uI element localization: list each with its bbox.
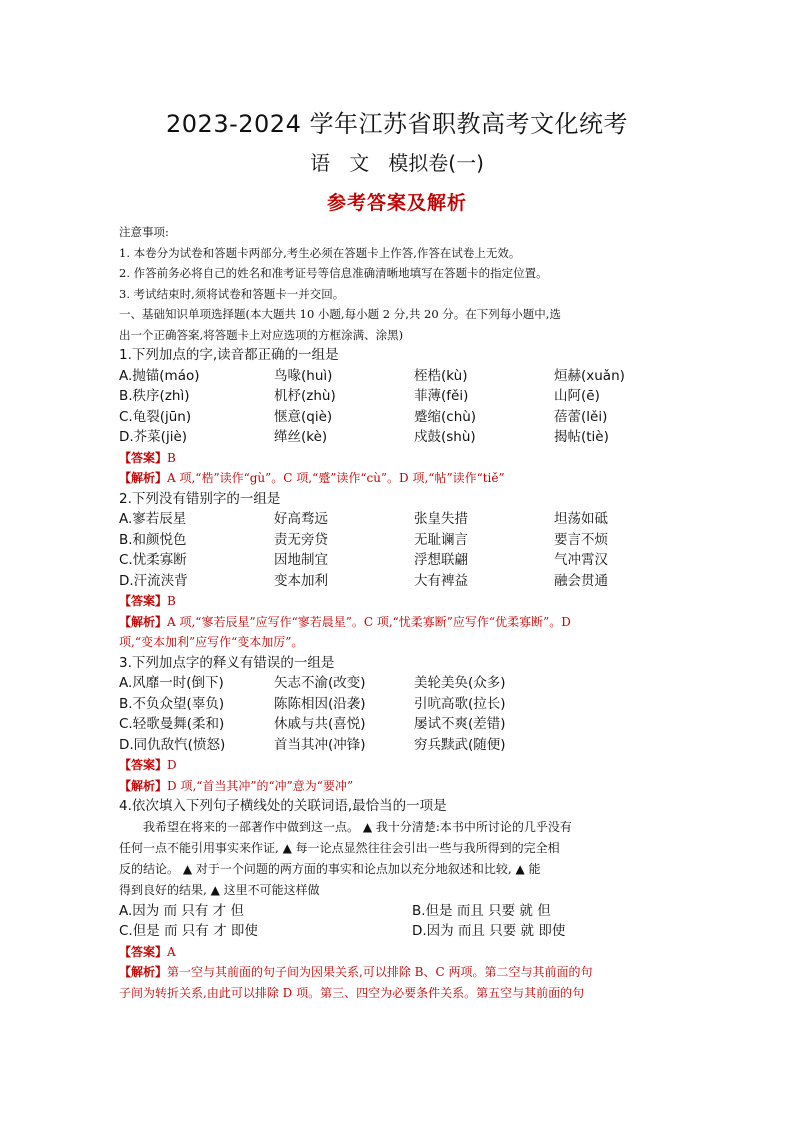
question-1-option-row [119, 407, 679, 428]
answer-label: 【答案】 [119, 944, 168, 959]
question-4-stem: 4.依次填入下列句子横线处的关联词语,最恰当的一项是 [119, 798, 447, 814]
option-item: 蓓蕾(lěi) [554, 408, 608, 425]
option-item: A.因为 而 只有 才 但 [119, 902, 244, 919]
option-item: 好高骛远 [274, 511, 328, 527]
answer-label: 【答案】 [119, 594, 168, 608]
option-item: 坦荡如砥 [554, 511, 608, 527]
option-item: 浮想联翩 [414, 552, 468, 568]
option-item: 无耻谰言 [414, 531, 468, 548]
option-item: 穷兵黩武(随便) [414, 736, 506, 753]
question-4-option-row [119, 901, 679, 922]
note-1: 1. 本卷分为试卷和答题卡两部分,考生必须在答题卡上作答,作答在试卷上无效。 [119, 245, 521, 260]
option-item: 责无旁贷 [274, 531, 328, 548]
question-2-option-row [119, 509, 679, 530]
option-item: 蹙缩(chù) [414, 408, 477, 425]
document-title: 2023-2024 学年江苏省职教高考文化统考 [166, 110, 628, 138]
option-item: A.风靡一时(倒下) [119, 675, 224, 691]
question-1-option-row [119, 386, 679, 407]
option-item: 张皇失措 [414, 511, 468, 527]
option-item: D.芥菜(jiè) [119, 429, 188, 445]
option-item: 桎梏(kù) [414, 367, 468, 384]
content-body [119, 222, 679, 1003]
question-3-option-row [119, 694, 679, 715]
option-item: 屡试不爽(差错) [414, 716, 506, 732]
option-item: 变本加利 [274, 572, 328, 589]
option-item: 菲薄(fěi) [414, 388, 469, 404]
option-item: A.抛锚(máo) [119, 367, 200, 384]
option-item: 首当其冲(冲锋) [274, 736, 366, 753]
question-2-explanation [119, 612, 679, 633]
question-1-explanation [119, 468, 679, 489]
document-subtitle: 语 文 模拟卷(一) [310, 151, 484, 175]
option-item: 机杼(zhù) [274, 388, 336, 404]
question-4-answer [119, 942, 679, 963]
option-item: 引吭高歌(拉长) [414, 695, 506, 712]
option-item: D.同仇敌忾(愤怒) [119, 736, 226, 753]
question-2-stem: 2.下列没有错别字的一组是 [119, 490, 281, 507]
option-item: 大有裨益 [414, 572, 468, 589]
answer-value: B [167, 594, 176, 608]
note-3: 3. 考试结束时,须将试卷和答题卡一并交回。 [119, 286, 345, 301]
section-heading-line2: 出一个正确答案,将答题卡上对应选项的方框涂满、涂黑) [119, 327, 404, 342]
explanation-label: 【解析】 [119, 965, 168, 979]
option-item: B.不负众望(辜负) [119, 695, 225, 712]
option-item: C.忧柔寡断 [119, 552, 187, 568]
question-4-passage-line: 我希望在将来的一部著作中做到这一点。 ▲ 我十分清楚:本书中所讨论的几乎没有 [143, 819, 572, 834]
option-item: 缂丝(kè) [274, 429, 328, 445]
question-3-answer [119, 755, 679, 776]
option-item: C.但是 而 只有 才 即使 [119, 923, 258, 939]
option-item: 矢志不渝(改变) [274, 675, 366, 691]
question-4-explanation [119, 962, 679, 983]
question-4-passage-line: 任何一点不能引用事实来作证, ▲ 每一论点显然往往会引出一些与我所得到的完全相 [119, 840, 560, 855]
option-item: B.秩序(zhì) [119, 388, 190, 404]
answer-heading: 参考答案及解析 [326, 192, 467, 214]
question-3-option-row [119, 735, 679, 756]
option-item: 戍鼓(shù) [414, 429, 476, 445]
question-4-explanation-cont: 子间为转折关系,由此可以排除 D 项。第三、四空为必要条件关系。第五空与其前面的句 [119, 985, 585, 1000]
option-item: C.龟裂(jūn) [119, 408, 192, 425]
option-item: 美轮美奂(众多) [414, 675, 506, 691]
option-item: 休戚与共(喜悦) [274, 716, 366, 732]
option-item: B.和颜悦色 [119, 531, 187, 548]
notes-heading: 注意事项: [119, 225, 169, 239]
explanation-text: A 项,“梏”读作“gù”。C 项,“蹙”读作“cù”。D 项,“帖”读作“tiě” [167, 471, 505, 485]
question-2-option-row [119, 571, 679, 592]
option-item: 融会贯通 [554, 572, 608, 589]
option-item: D.汗流浃背 [119, 572, 188, 589]
option-item: A.寥若辰星 [119, 511, 187, 527]
question-4-passage-line: 得到良好的结果, ▲ 这里不可能这样做 [119, 882, 320, 897]
option-item: 因地制宜 [274, 552, 328, 568]
option-item: 烜赫(xuǎn) [554, 367, 625, 384]
explanation-label: 【解析】 [119, 778, 168, 793]
question-2-option-row [119, 550, 679, 571]
question-1-option-row [119, 427, 679, 448]
option-item: 陈陈相因(沿袭) [274, 695, 366, 712]
question-2-explanation-cont: 项,“变本加利”应写作“变本加厉”。 [119, 635, 304, 649]
option-item: 山阿(ē) [554, 388, 600, 404]
answer-label: 【答案】 [119, 450, 168, 465]
option-item: 惬意(qiè) [274, 408, 333, 425]
question-1-answer [119, 448, 679, 469]
option-item: 揭帖(tiè) [554, 429, 609, 445]
question-1-stem: 1.下列加点的字,读音都正确的一组是 [119, 347, 339, 363]
section-heading-line1: 一、基础知识单项选择题(本大题共 10 小题,每小题 2 分,共 20 分。在下列每小题中,选 [119, 307, 561, 321]
option-item: D.因为 而且 只要 就 即使 [412, 923, 566, 939]
explanation-text: D 项,“首当其冲”的“冲”意为“要冲” [167, 778, 354, 793]
explanation-label: 【解析】 [119, 614, 168, 629]
explanation-text: A 项,“寥若辰星”应写作“寥若晨星”。C 项,“忧柔寡断”应写作“优柔寡断”。D [167, 614, 571, 629]
option-item: 要言不烦 [554, 531, 608, 548]
explanation-label: 【解析】 [119, 471, 168, 485]
option-item: C.轻歌曼舞(柔和) [119, 716, 225, 732]
question-3-option-row [119, 673, 679, 694]
question-2-answer [119, 591, 679, 612]
option-item: B.但是 而且 只要 就 但 [412, 902, 551, 919]
question-3-option-row [119, 714, 679, 735]
question-4-option-row [119, 921, 679, 942]
option-item: 鸟喙(huì) [274, 367, 333, 384]
question-4-passage-line: 反的结论。 ▲ 对于一个问题的两方面的事实和论点加以充分地叙述和比较, ▲ 能 [119, 861, 541, 876]
answer-value: A [167, 944, 176, 959]
question-3-stem: 3.下列加点字的释义有错误的一组是 [119, 654, 335, 671]
question-1-option-row [119, 366, 679, 387]
option-item: 气冲霄汉 [554, 552, 608, 568]
answer-label: 【答案】 [119, 758, 168, 772]
answer-value: D [167, 758, 177, 772]
explanation-text: 第一空与其前面的句子间为因果关系,可以排除 B、C 两项。第二空与其前面的句 [167, 965, 593, 979]
answer-value: B [167, 450, 176, 465]
question-3-explanation [119, 776, 679, 797]
note-2: 2. 作答前务必将自己的姓名和准考证号等信息准确清晰地填写在答题卡的指定位置。 [119, 266, 548, 280]
question-2-option-row [119, 530, 679, 551]
